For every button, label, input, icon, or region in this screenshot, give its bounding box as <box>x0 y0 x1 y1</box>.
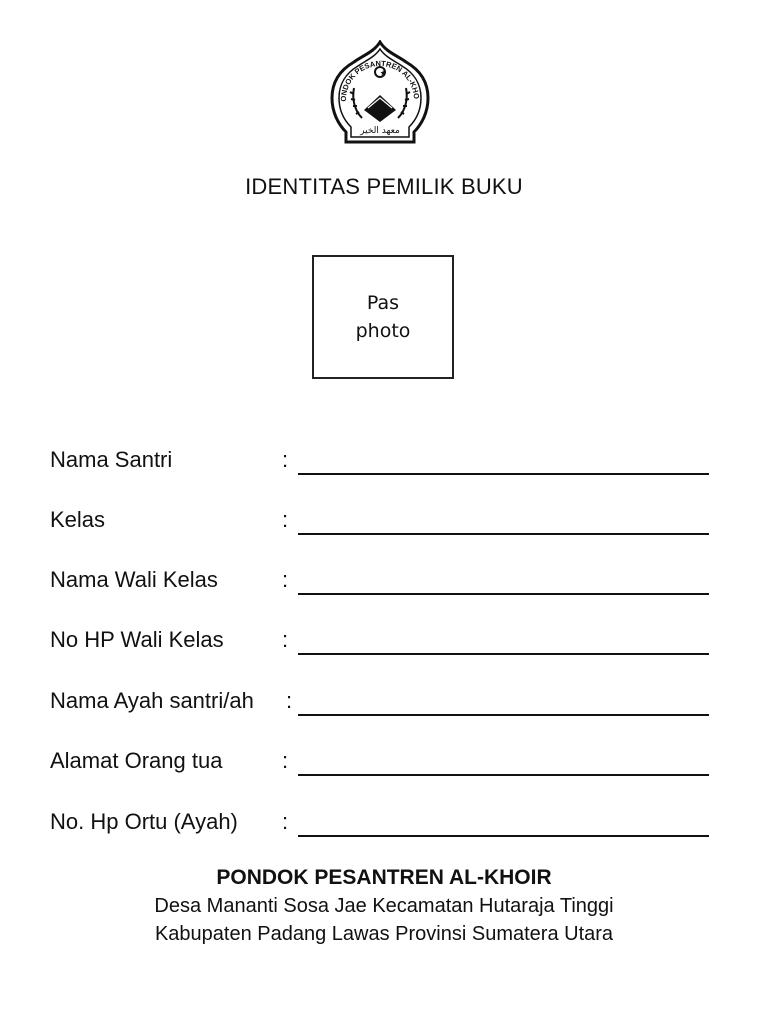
footer-address-line1: Desa Mananti Sosa Jae Kecamatan Hutaraja Tinggi <box>154 895 614 917</box>
field-colon: : <box>282 748 289 773</box>
field-alamat-orang-tua <box>50 748 715 780</box>
field-colon: : <box>282 627 289 652</box>
field-nama-santri <box>50 447 715 479</box>
field-colon: : <box>282 567 289 592</box>
field-label: Nama Ayah santri/ah <box>50 688 254 713</box>
field-input-line[interactable] <box>298 714 709 716</box>
logo-arabic-text: معهد الخير <box>360 126 400 136</box>
footer-institution: PONDOK PESANTREN AL-KHOIR <box>216 866 552 889</box>
field-label: Kelas <box>50 507 106 532</box>
field-colon: : <box>282 507 289 532</box>
field-input-line[interactable] <box>298 835 709 837</box>
field-kelas <box>50 507 715 539</box>
field-input-line[interactable] <box>298 593 709 595</box>
field-no-hp-wali-kelas <box>50 627 715 659</box>
field-colon: : <box>282 809 289 834</box>
footer-address-line2: Kabupaten Padang Lawas Provinsi Sumatera Utara <box>154 923 614 945</box>
photo-label-line1: Pas <box>366 292 400 314</box>
photo-label-line2: photo <box>355 320 411 342</box>
photo-placeholder <box>312 255 454 379</box>
field-input-line[interactable] <box>298 533 709 535</box>
field-label: Alamat Orang tua <box>50 748 223 773</box>
field-input-line[interactable] <box>298 473 709 475</box>
field-label: No. Hp Ortu (Ayah) <box>50 809 238 834</box>
field-colon: : <box>286 688 293 713</box>
field-label: Nama Wali Kelas <box>50 567 218 592</box>
field-input-line[interactable] <box>298 774 709 776</box>
field-nama-ayah <box>50 688 715 720</box>
footer <box>0 864 768 948</box>
school-logo <box>324 40 436 146</box>
field-label: Nama Santri <box>50 447 173 472</box>
field-input-line[interactable] <box>298 653 709 655</box>
field-nama-wali-kelas <box>50 567 715 599</box>
field-label: No HP Wali Kelas <box>50 627 224 652</box>
page-title: IDENTITAS PEMILIK BUKU <box>245 174 523 199</box>
school-emblem-icon <box>324 40 436 146</box>
field-colon: : <box>282 447 289 472</box>
field-no-hp-ortu <box>50 809 715 841</box>
logo-arc-text: ONDOK PESANTREN AL-KHO <box>338 58 422 102</box>
